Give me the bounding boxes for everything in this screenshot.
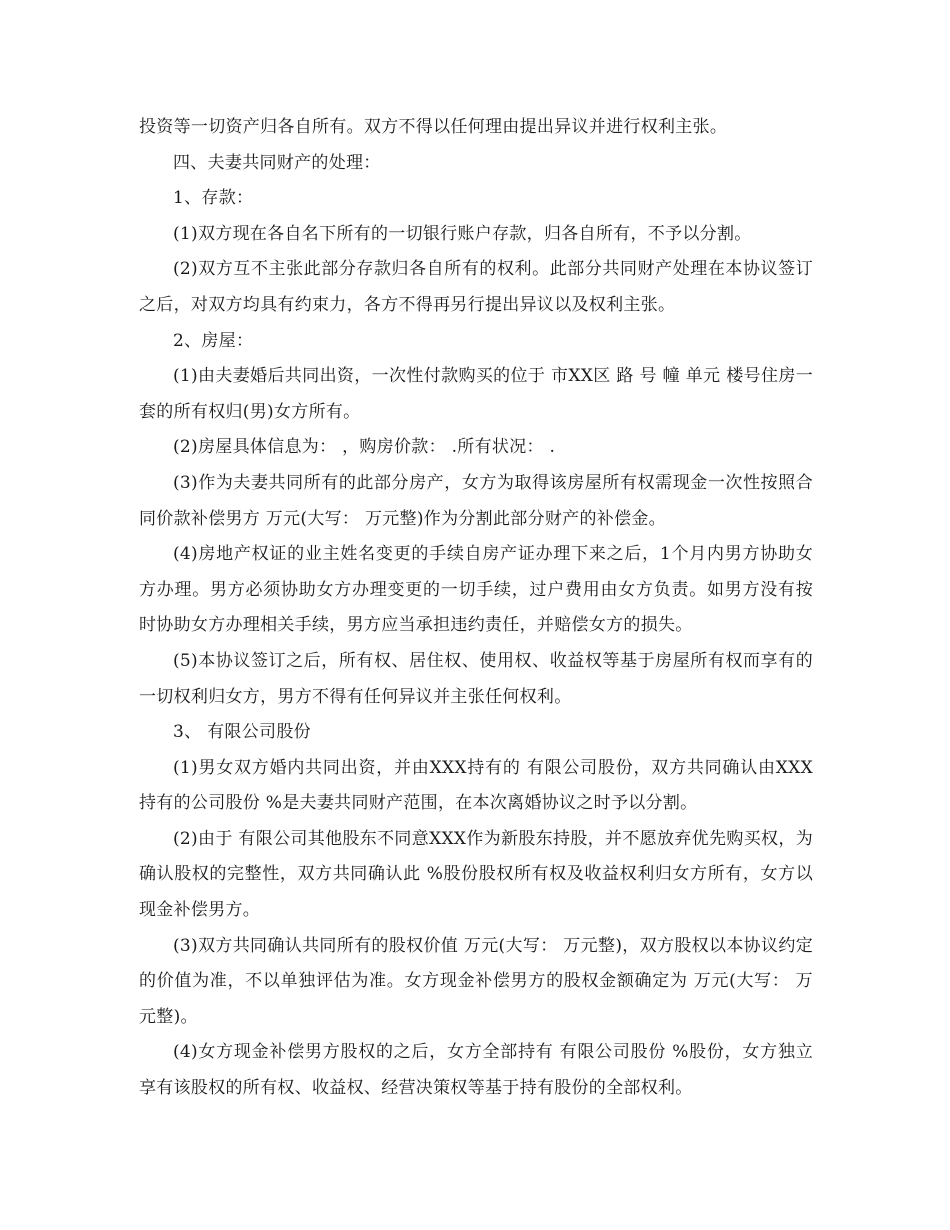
paragraph-shares-1: (1)男女双方婚内共同出资，并由XXX持有的 有限公司股份，双方共同确认由XXX持有的公司股份 %是夫妻共同财产范围，在本次离婚协议之时予以分割。 [139, 757, 813, 814]
paragraph-shares-4: (4)女方现金补偿男方股权的之后，女方全部持有 有限公司股份 %股份，女方独立享有该股权的所有权、收益权、经营决策权等基于持有股份的全部权利。 [139, 1042, 813, 1099]
paragraph-house-5: (5)本协议签订之后，所有权、居住权、使用权、收益权等基于房屋所有权而享有的一切权利归女方，男方不得有任何异议并主张任何权利。 [139, 650, 813, 707]
paragraph-house-2: (2)房屋具体信息为： ，购房价款： .所有状况： . [173, 437, 556, 458]
heading-joint-property: 四、夫妻共同财产的处理： [173, 152, 381, 173]
paragraph-deposits-1: (1)双方现在各自名下所有的一切银行账户存款，归各自所有，不予以分割。 [173, 223, 752, 244]
heading-company-shares: 3、 有限公司股份 [173, 722, 311, 743]
paragraph-house-4: (4)房地产权证的业主姓名变更的手续自房产证办理下来之后，1个月内男方协助女方办理。男方必须协助女方办理变更的一切手续，过户费用由女方负责。如男方没有按时协助女方办理相关手续，男方应当承担违约责任，并赔偿女方的损失。 [139, 544, 813, 636]
paragraph-deposits-2: (2)双方互不主张此部分存款归各自所有的权利。此部分共同财产处理在本协议签订之后，对双方均具有约束力，各方不得再另行提出异议以及权利主张。 [139, 259, 813, 315]
paragraph-asset-ownership: 投资等一切资产归各自所有。双方不得以任何理由提出异议并进行权利主张。 [139, 117, 728, 137]
document-body [139, 110, 813, 1107]
heading-deposits: 1、存款： [173, 188, 254, 209]
paragraph-house-3: (3)作为夫妻共同所有的此部分房产，女方为取得该房屋所有权需现金一次性按照合同价款补偿男方 万元(大写： 万元整)作为分割此部分财产的补偿金。 [139, 472, 813, 529]
paragraph-house-1: (1)由夫妻婚后共同出资，一次性付款购买的位于 市XX区 路 号 幢 单元 楼号住房一套的所有权归(男)女方所有。 [139, 366, 813, 422]
heading-house: 2、房屋： [173, 330, 254, 351]
paragraph-shares-2: (2)由于 有限公司其他股东不同意XXX作为新股东持股，并不愿放弃优先购买权，为确认股权的完整性，双方共同确认此 %股份股权所有权及收益权利归女方所有，女方以现金补偿男方。 [139, 828, 813, 921]
paragraph-shares-3: (3)双方共同确认共同所有的股权价值 万元(大写： 万元整)，双方股权以本协议约定的价值为准，不以单独评估为准。女方现金补偿男方的股权金额确定为 万元(大写： 万元整)。 [139, 935, 813, 1027]
